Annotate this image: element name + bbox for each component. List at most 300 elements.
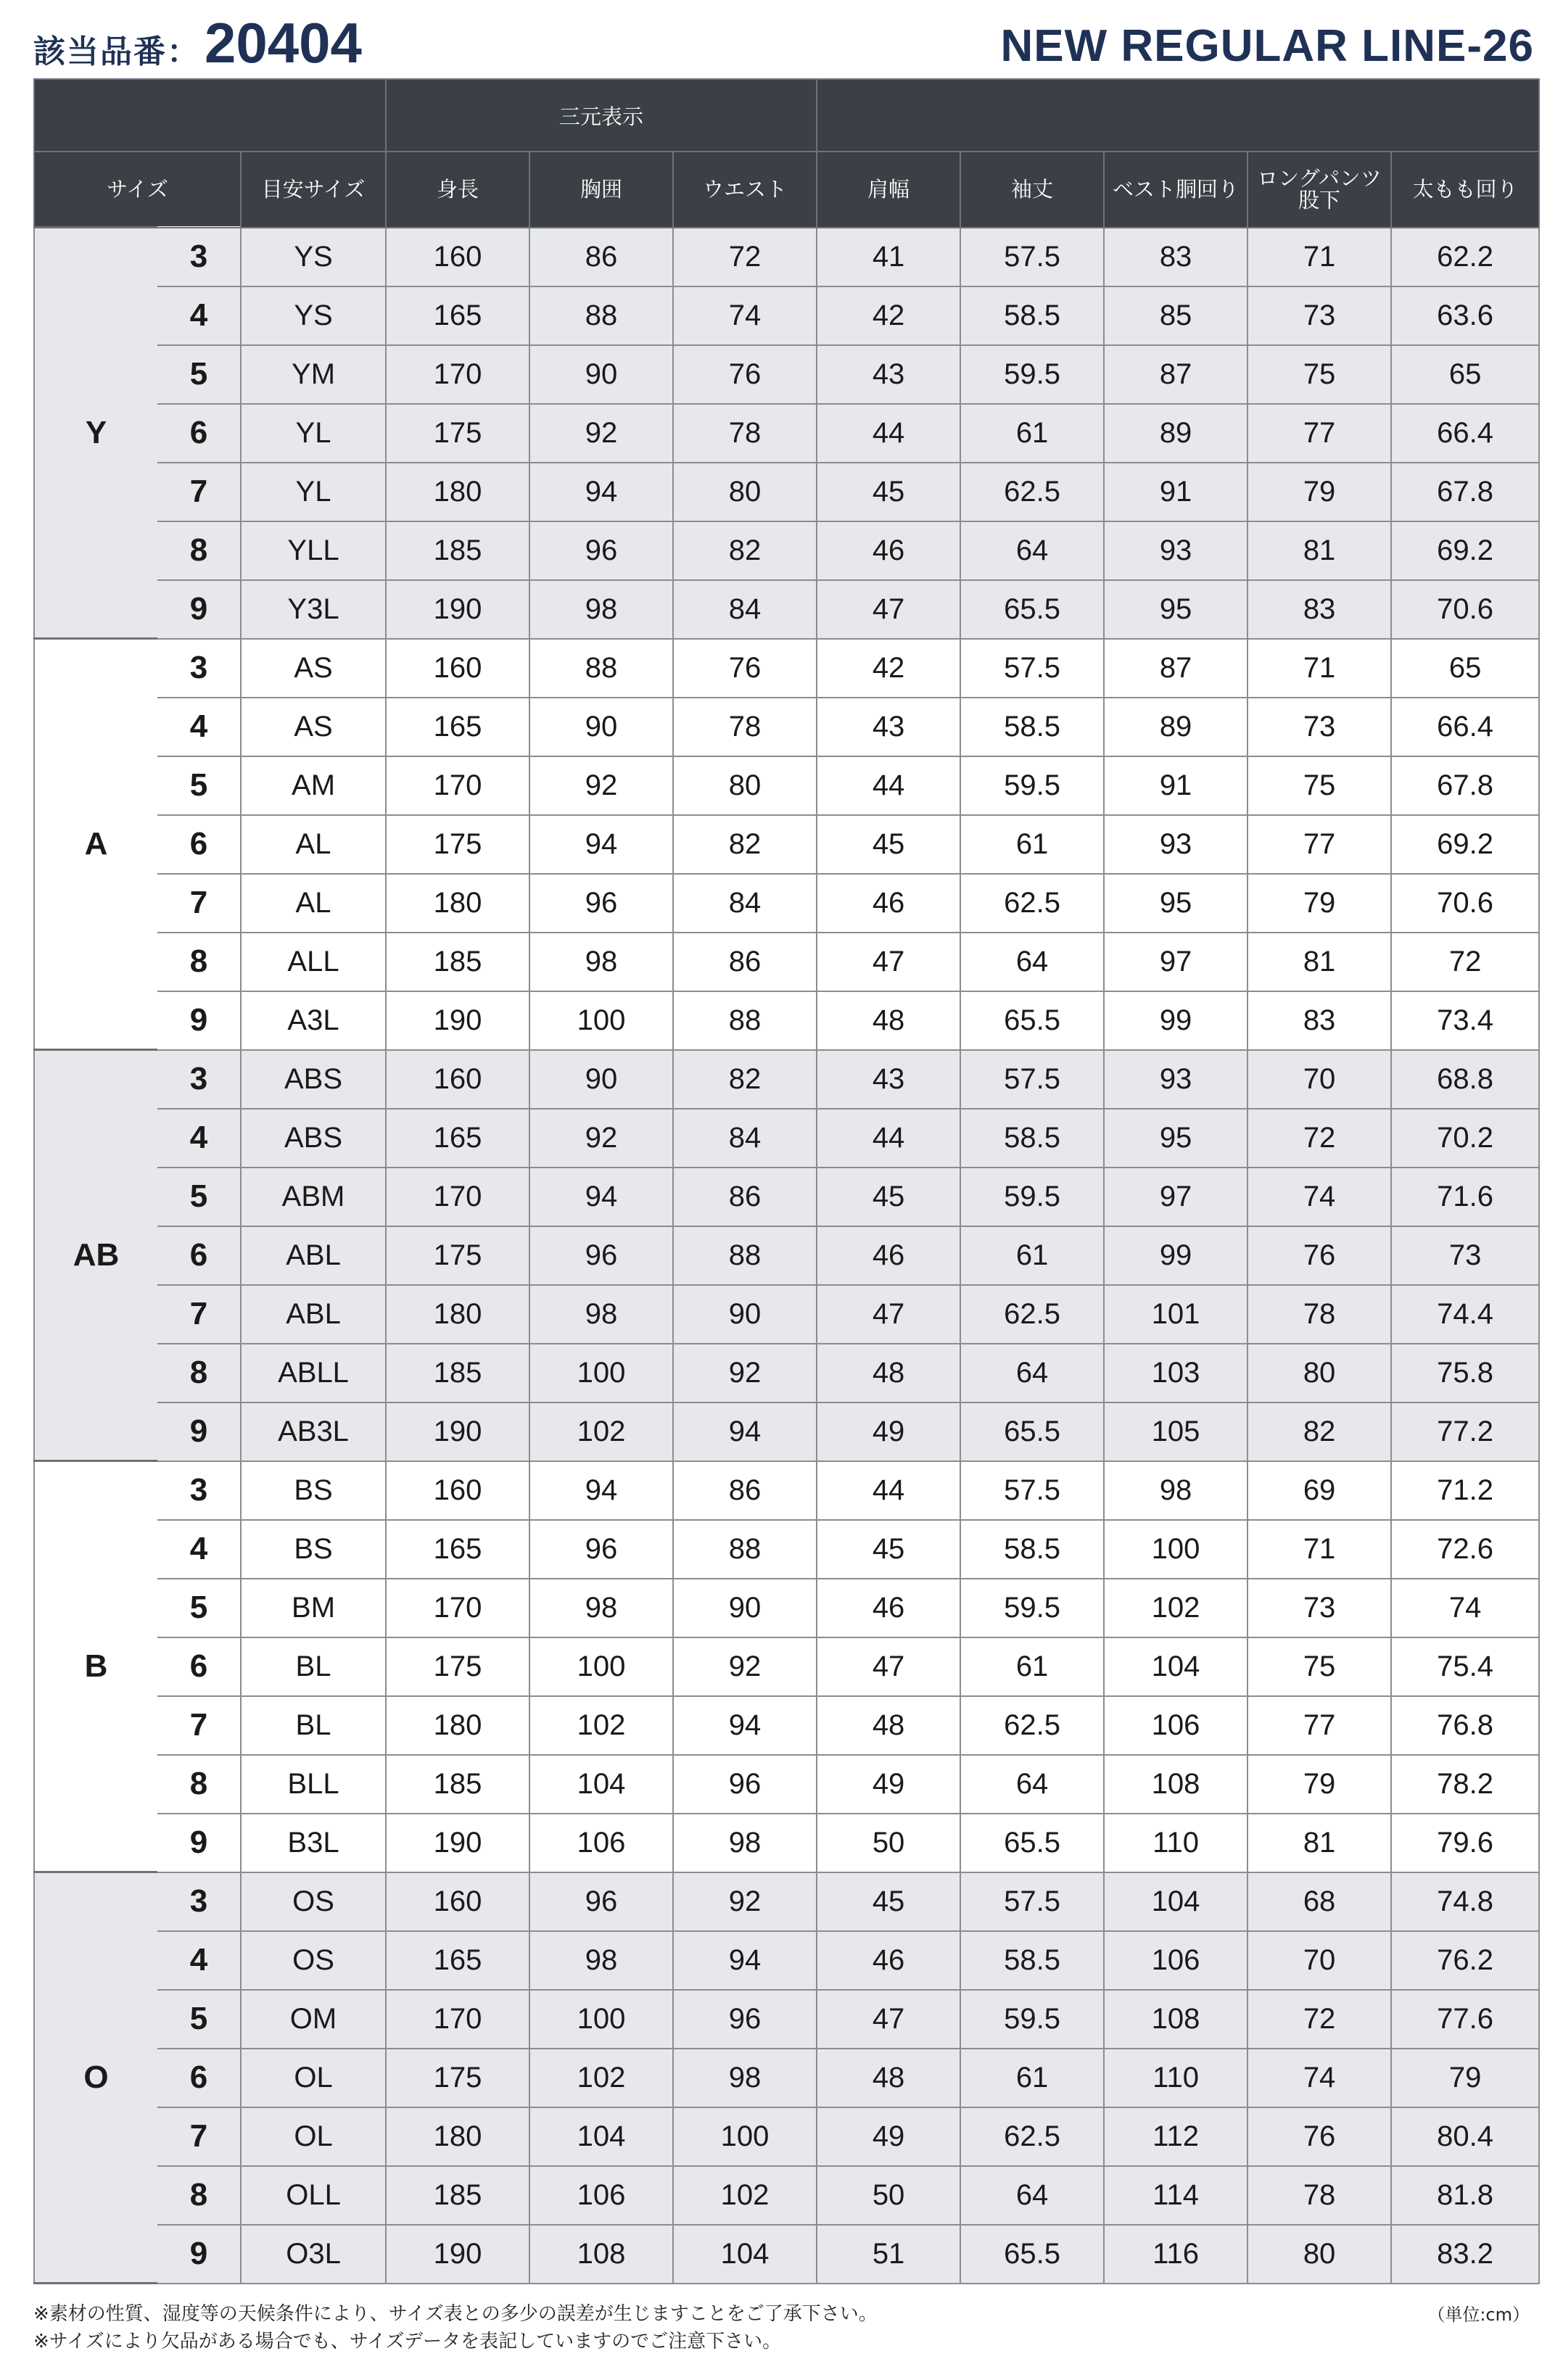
table-cell: 42 <box>817 286 960 345</box>
approx-size-cell: OS <box>241 1931 386 1990</box>
table-cell: 88 <box>529 286 673 345</box>
size-number-cell: 4 <box>157 1931 241 1990</box>
table-cell: 62.5 <box>960 2107 1104 2166</box>
table-cell: 185 <box>386 521 529 580</box>
table-row <box>34 815 1539 874</box>
table-row <box>34 463 1539 521</box>
table-cell: 103 <box>1104 1344 1247 1402</box>
table-cell: 64 <box>960 1344 1104 1402</box>
table-cell: 69.2 <box>1391 815 1539 874</box>
group-header-sanhyouji: 三元表示 <box>386 79 817 152</box>
body-type-cell: A <box>34 639 157 1050</box>
col-header-shoulder: 肩幅 <box>817 152 960 228</box>
approx-size-cell: YL <box>241 404 386 463</box>
table-cell: 92 <box>529 404 673 463</box>
table-cell: 104 <box>529 2107 673 2166</box>
body-type-cell: AB <box>34 1050 157 1461</box>
table-cell: 44 <box>817 756 960 815</box>
table-cell: 75 <box>1247 1637 1391 1696</box>
table-cell: 68 <box>1247 1872 1391 1931</box>
table-row <box>34 639 1539 698</box>
table-cell: 83 <box>1247 991 1391 1050</box>
table-cell: 76 <box>1247 1226 1391 1285</box>
table-row <box>34 1520 1539 1579</box>
table-cell: 59.5 <box>960 1579 1104 1637</box>
table-cell: 90 <box>529 345 673 404</box>
approx-size-cell: OLL <box>241 2166 386 2225</box>
approx-size-cell: AM <box>241 756 386 815</box>
table-cell: 108 <box>1104 1990 1247 2049</box>
table-cell: 73.4 <box>1391 991 1539 1050</box>
table-cell: 165 <box>386 1520 529 1579</box>
approx-size-cell: ABM <box>241 1168 386 1226</box>
table-cell: 69.2 <box>1391 521 1539 580</box>
col-header-pants-inseam-line1: ロングパンツ <box>1257 165 1382 191</box>
table-cell: 105 <box>1104 1402 1247 1461</box>
table-cell: 108 <box>529 2225 673 2284</box>
table-cell: 97 <box>1104 933 1247 991</box>
table-cell: 100 <box>529 1990 673 2049</box>
table-cell: 48 <box>817 1696 960 1755</box>
approx-size-cell: AL <box>241 815 386 874</box>
table-cell: 47 <box>817 1990 960 2049</box>
table-cell: 185 <box>386 933 529 991</box>
body-type-cell: O <box>34 1872 157 2284</box>
table-cell: 88 <box>673 991 817 1050</box>
table-cell: 64 <box>960 1755 1104 1814</box>
table-row <box>34 2166 1539 2225</box>
table-cell: 180 <box>386 2107 529 2166</box>
table-cell: 96 <box>673 1755 817 1814</box>
table-cell: 185 <box>386 1344 529 1402</box>
table-cell: 62.5 <box>960 1285 1104 1344</box>
approx-size-cell: ABLL <box>241 1344 386 1402</box>
table-cell: 71.2 <box>1391 1461 1539 1520</box>
table-cell: 75.8 <box>1391 1344 1539 1402</box>
table-cell: 99 <box>1104 991 1247 1050</box>
size-number-cell: 7 <box>157 1696 241 1755</box>
table-cell: 86 <box>673 933 817 991</box>
table-cell: 165 <box>386 698 529 756</box>
table-cell: 88 <box>673 1520 817 1579</box>
table-cell: 175 <box>386 404 529 463</box>
table-cell: 98 <box>1104 1461 1247 1520</box>
table-cell: 57.5 <box>960 228 1104 286</box>
table-cell: 83 <box>1247 580 1391 639</box>
table-cell: 61 <box>960 1637 1104 1696</box>
size-number-cell: 5 <box>157 1990 241 2049</box>
size-number-cell: 6 <box>157 404 241 463</box>
table-cell: 58.5 <box>960 1931 1104 1990</box>
table-cell: 90 <box>529 1050 673 1109</box>
table-cell: 84 <box>673 1109 817 1168</box>
table-cell: 58.5 <box>960 1520 1104 1579</box>
table-cell: 94 <box>529 1461 673 1520</box>
table-cell: 77 <box>1247 404 1391 463</box>
size-number-cell: 4 <box>157 1520 241 1579</box>
table-cell: 79 <box>1391 2049 1539 2107</box>
table-cell: 61 <box>960 2049 1104 2107</box>
approx-size-cell: BM <box>241 1579 386 1637</box>
table-cell: 65.5 <box>960 991 1104 1050</box>
table-cell: 75 <box>1247 345 1391 404</box>
table-cell: 88 <box>673 1226 817 1285</box>
table-cell: 48 <box>817 2049 960 2107</box>
table-row <box>34 1872 1539 1931</box>
table-cell: 75.4 <box>1391 1637 1539 1696</box>
table-cell: 47 <box>817 933 960 991</box>
table-row <box>34 1814 1539 1872</box>
table-row <box>34 756 1539 815</box>
table-cell: 81 <box>1247 933 1391 991</box>
table-cell: 98 <box>529 1285 673 1344</box>
table-cell: 106 <box>1104 1696 1247 1755</box>
table-cell: 114 <box>1104 2166 1247 2225</box>
table-cell: 85 <box>1104 286 1247 345</box>
col-header-sleeve: 袖丈 <box>960 152 1104 228</box>
table-cell: 50 <box>817 2166 960 2225</box>
size-number-cell: 8 <box>157 521 241 580</box>
table-cell: 104 <box>1104 1872 1247 1931</box>
table-cell: 96 <box>529 1520 673 1579</box>
table-cell: 92 <box>529 756 673 815</box>
table-cell: 63.6 <box>1391 286 1539 345</box>
table-cell: 83 <box>1104 228 1247 286</box>
table-cell: 89 <box>1104 404 1247 463</box>
table-row <box>34 933 1539 991</box>
table-cell: 62.2 <box>1391 228 1539 286</box>
item-number-header <box>33 10 362 75</box>
table-cell: 77 <box>1247 815 1391 874</box>
table-cell: 81 <box>1247 521 1391 580</box>
table-cell: 76 <box>1247 2107 1391 2166</box>
table-cell: 83.2 <box>1391 2225 1539 2284</box>
table-cell: 59.5 <box>960 1168 1104 1226</box>
approx-size-cell: AS <box>241 698 386 756</box>
col-header-waist: ウエスト <box>673 152 817 228</box>
approx-size-cell: OL <box>241 2049 386 2107</box>
table-cell: 160 <box>386 1050 529 1109</box>
approx-size-cell: OM <box>241 1990 386 2049</box>
table-cell: 106 <box>1104 1931 1247 1990</box>
table-cell: 74 <box>1391 1579 1539 1637</box>
approx-size-cell: AL <box>241 874 386 933</box>
table-cell: 68.8 <box>1391 1050 1539 1109</box>
col-header-approx-size: 目安サイズ <box>241 152 386 228</box>
table-cell: 160 <box>386 1461 529 1520</box>
table-cell: 58.5 <box>960 1109 1104 1168</box>
table-row <box>34 580 1539 639</box>
table-row <box>34 1109 1539 1168</box>
table-row <box>34 698 1539 756</box>
table-cell: 79 <box>1247 463 1391 521</box>
approx-size-cell: B3L <box>241 1814 386 1872</box>
table-cell: 79 <box>1247 874 1391 933</box>
table-cell: 78 <box>1247 2166 1391 2225</box>
approx-size-cell: YL <box>241 463 386 521</box>
table-cell: 104 <box>673 2225 817 2284</box>
table-cell: 47 <box>817 1285 960 1344</box>
table-cell: 80.4 <box>1391 2107 1539 2166</box>
table-cell: 80 <box>673 463 817 521</box>
table-cell: 64 <box>960 521 1104 580</box>
table-cell: 102 <box>673 2166 817 2225</box>
table-cell: 70.6 <box>1391 580 1539 639</box>
table-cell: 77.2 <box>1391 1402 1539 1461</box>
footnote-2: ※サイズにより欠品がある場合でも、サイズデータを表記していますのでご注意下さい。 <box>33 2331 782 2352</box>
table-cell: 44 <box>817 1461 960 1520</box>
table-cell: 175 <box>386 2049 529 2107</box>
size-number-cell: 3 <box>157 1872 241 1931</box>
table-row <box>34 1931 1539 1990</box>
approx-size-cell: YS <box>241 286 386 345</box>
table-cell: 67.8 <box>1391 463 1539 521</box>
table-cell: 78.2 <box>1391 1755 1539 1814</box>
item-number: 20404 <box>205 11 362 75</box>
table-cell: 61 <box>960 404 1104 463</box>
table-cell: 95 <box>1104 874 1247 933</box>
table-cell: 98 <box>673 1814 817 1872</box>
table-cell: 74.4 <box>1391 1285 1539 1344</box>
table-cell: 62.5 <box>960 463 1104 521</box>
approx-size-cell: YLL <box>241 521 386 580</box>
table-cell: 86 <box>673 1168 817 1226</box>
table-cell: 110 <box>1104 1814 1247 1872</box>
size-number-cell: 6 <box>157 815 241 874</box>
table-cell: 175 <box>386 1226 529 1285</box>
table-cell: 93 <box>1104 815 1247 874</box>
table-cell: 57.5 <box>960 1050 1104 1109</box>
approx-size-cell: BL <box>241 1696 386 1755</box>
table-cell: 94 <box>529 463 673 521</box>
table-cell: 43 <box>817 698 960 756</box>
table-cell: 180 <box>386 874 529 933</box>
table-cell: 96 <box>529 521 673 580</box>
table-cell: 98 <box>529 933 673 991</box>
table-cell: 106 <box>529 2166 673 2225</box>
table-row <box>34 1579 1539 1637</box>
table-cell: 102 <box>1104 1579 1247 1637</box>
table-cell: 94 <box>673 1931 817 1990</box>
approx-size-cell: BS <box>241 1461 386 1520</box>
approx-size-cell: OS <box>241 1872 386 1931</box>
table-cell: 75 <box>1247 756 1391 815</box>
table-cell: 106 <box>529 1814 673 1872</box>
table-cell: 92 <box>529 1109 673 1168</box>
size-number-cell: 9 <box>157 1402 241 1461</box>
table-cell: 190 <box>386 2225 529 2284</box>
table-cell: 65 <box>1391 345 1539 404</box>
table-cell: 86 <box>529 228 673 286</box>
approx-size-cell: OL <box>241 2107 386 2166</box>
approx-size-cell: Y3L <box>241 580 386 639</box>
table-cell: 110 <box>1104 2049 1247 2107</box>
table-cell: 49 <box>817 2107 960 2166</box>
table-cell: 46 <box>817 521 960 580</box>
table-cell: 61 <box>960 815 1104 874</box>
table-cell: 89 <box>1104 698 1247 756</box>
table-cell: 96 <box>529 1872 673 1931</box>
header-blank-left <box>34 79 386 152</box>
approx-size-cell: ABS <box>241 1050 386 1109</box>
size-number-cell: 5 <box>157 756 241 815</box>
table-cell: 65.5 <box>960 1814 1104 1872</box>
table-cell: 76.8 <box>1391 1696 1539 1755</box>
table-cell: 71 <box>1247 1520 1391 1579</box>
table-cell: 185 <box>386 2166 529 2225</box>
table-cell: 190 <box>386 1814 529 1872</box>
table-cell: 74 <box>1247 1168 1391 1226</box>
table-cell: 58.5 <box>960 286 1104 345</box>
table-row <box>34 2049 1539 2107</box>
table-cell: 98 <box>529 1931 673 1990</box>
approx-size-cell: ABS <box>241 1109 386 1168</box>
table-row <box>34 1696 1539 1755</box>
col-header-pants-inseam <box>1247 152 1391 228</box>
size-number-cell: 5 <box>157 345 241 404</box>
approx-size-cell: AB3L <box>241 1402 386 1461</box>
table-cell: 71 <box>1247 639 1391 698</box>
table-cell: 81.8 <box>1391 2166 1539 2225</box>
table-cell: 71.6 <box>1391 1168 1539 1226</box>
table-cell: 45 <box>817 1872 960 1931</box>
table-cell: 170 <box>386 756 529 815</box>
table-cell: 92 <box>673 1872 817 1931</box>
table-cell: 95 <box>1104 580 1247 639</box>
table-cell: 45 <box>817 463 960 521</box>
table-cell: 76 <box>673 639 817 698</box>
table-cell: 46 <box>817 1579 960 1637</box>
table-cell: 70 <box>1247 1050 1391 1109</box>
table-cell: 51 <box>817 2225 960 2284</box>
table-row <box>34 345 1539 404</box>
size-number-cell: 6 <box>157 1637 241 1696</box>
table-cell: 100 <box>529 1637 673 1696</box>
table-row <box>34 286 1539 345</box>
approx-size-cell: ALL <box>241 933 386 991</box>
table-cell: 82 <box>673 1050 817 1109</box>
table-cell: 165 <box>386 1109 529 1168</box>
table-cell: 72 <box>673 228 817 286</box>
size-number-cell: 8 <box>157 1755 241 1814</box>
table-cell: 180 <box>386 1696 529 1755</box>
table-cell: 71 <box>1247 228 1391 286</box>
table-cell: 74 <box>673 286 817 345</box>
size-number-cell: 7 <box>157 463 241 521</box>
table-cell: 70 <box>1247 1931 1391 1990</box>
footnote-1: ※素材の性質、湿度等の天候条件により、サイズ表との多少の誤差が生じますことをご了承下さい。 <box>33 2303 878 2325</box>
approx-size-cell: BS <box>241 1520 386 1579</box>
table-cell: 57.5 <box>960 1872 1104 1931</box>
table-cell: 73 <box>1247 1579 1391 1637</box>
table-cell: 100 <box>529 991 673 1050</box>
table-cell: 96 <box>529 874 673 933</box>
table-cell: 59.5 <box>960 756 1104 815</box>
table-cell: 74.8 <box>1391 1872 1539 1931</box>
table-cell: 90 <box>673 1285 817 1344</box>
table-cell: 97 <box>1104 1168 1247 1226</box>
table-cell: 100 <box>673 2107 817 2166</box>
table-cell: 100 <box>1104 1520 1247 1579</box>
size-number-cell: 8 <box>157 2166 241 2225</box>
table-cell: 165 <box>386 1931 529 1990</box>
table-cell: 57.5 <box>960 1461 1104 1520</box>
table-cell: 86 <box>673 1461 817 1520</box>
table-cell: 66.4 <box>1391 698 1539 756</box>
table-cell: 100 <box>529 1344 673 1402</box>
table-cell: 170 <box>386 1579 529 1637</box>
table-cell: 46 <box>817 1931 960 1990</box>
size-number-cell: 9 <box>157 991 241 1050</box>
col-header-vest-waist: ベスト胴回り <box>1104 152 1247 228</box>
size-number-cell: 7 <box>157 1285 241 1344</box>
table-cell: 47 <box>817 1637 960 1696</box>
table-cell: 62.5 <box>960 874 1104 933</box>
size-number-cell: 8 <box>157 1344 241 1402</box>
table-cell: 49 <box>817 1755 960 1814</box>
table-cell: 185 <box>386 1755 529 1814</box>
col-header-thigh: 太もも回り <box>1391 152 1539 228</box>
table-cell: 58.5 <box>960 698 1104 756</box>
table-cell: 44 <box>817 404 960 463</box>
table-cell: 82 <box>1247 1402 1391 1461</box>
table-cell: 64 <box>960 933 1104 991</box>
size-number-cell: 3 <box>157 1461 241 1520</box>
table-cell: 70.2 <box>1391 1109 1539 1168</box>
size-number-cell: 9 <box>157 580 241 639</box>
table-row <box>34 1461 1539 1520</box>
table-row <box>34 521 1539 580</box>
table-cell: 99 <box>1104 1226 1247 1285</box>
table-cell: 46 <box>817 874 960 933</box>
table-cell: 84 <box>673 580 817 639</box>
size-number-cell: 4 <box>157 1109 241 1168</box>
table-cell: 160 <box>386 639 529 698</box>
table-cell: 94 <box>529 815 673 874</box>
table-cell: 96 <box>673 1990 817 2049</box>
table-cell: 84 <box>673 874 817 933</box>
approx-size-cell: A3L <box>241 991 386 1050</box>
table-row <box>34 228 1539 286</box>
size-number-cell: 4 <box>157 286 241 345</box>
table-cell: 48 <box>817 991 960 1050</box>
table-cell: 59.5 <box>960 345 1104 404</box>
col-header-chest: 胸囲 <box>529 152 673 228</box>
table-cell: 87 <box>1104 639 1247 698</box>
size-number-cell: 3 <box>157 1050 241 1109</box>
table-cell: 77 <box>1247 1696 1391 1755</box>
table-row <box>34 2225 1539 2284</box>
table-cell: 180 <box>386 1285 529 1344</box>
table-cell: 104 <box>1104 1637 1247 1696</box>
table-cell: 74 <box>1247 2049 1391 2107</box>
table-row <box>34 1226 1539 1285</box>
approx-size-cell: YM <box>241 345 386 404</box>
table-cell: 61 <box>960 1226 1104 1285</box>
table-cell: 170 <box>386 1990 529 2049</box>
col-header-size: サイズ <box>34 152 241 228</box>
table-cell: 94 <box>673 1696 817 1755</box>
table-cell: 190 <box>386 991 529 1050</box>
size-number-cell: 7 <box>157 2107 241 2166</box>
table-cell: 48 <box>817 1344 960 1402</box>
table-cell: 73 <box>1247 698 1391 756</box>
table-cell: 66.4 <box>1391 404 1539 463</box>
body-type-cell: B <box>34 1461 157 1872</box>
size-number-cell: 7 <box>157 874 241 933</box>
table-cell: 72 <box>1391 933 1539 991</box>
size-chart-table <box>33 78 1540 2284</box>
